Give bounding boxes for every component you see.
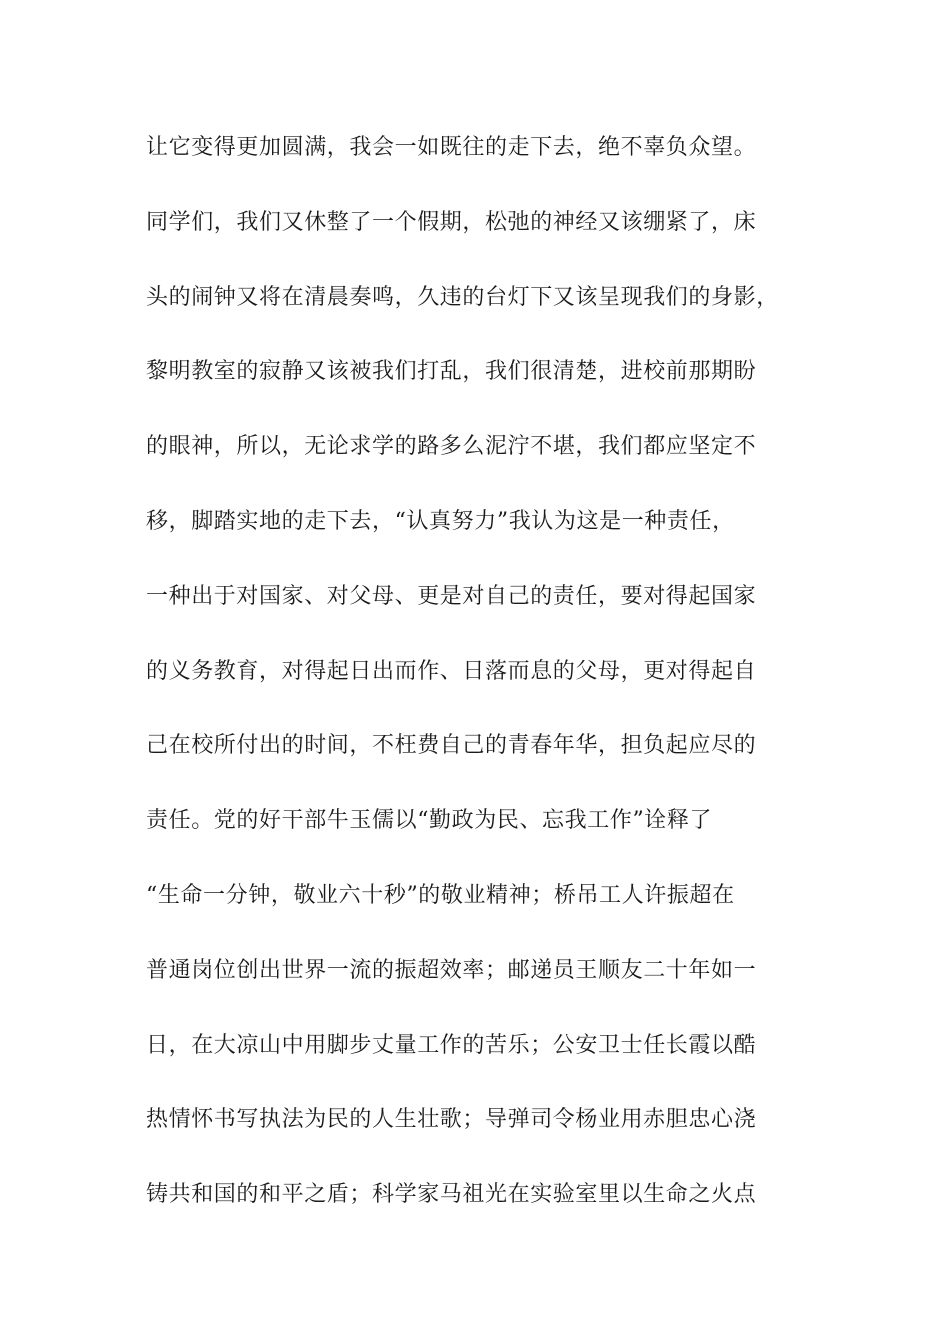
text-line: 铸共和国的和平之盾；科学家马祖光在实验室里以生命之火点 xyxy=(146,1182,757,1208)
text-line: 责任。党的好干部牛玉儒以“勤政为民、忘我工作”诠释了 xyxy=(146,808,713,834)
text-line: 头的闹钟又将在清晨奏鸣，久违的台灯下又该呈现我们的身影， xyxy=(146,284,779,310)
text-line: 同学们，我们又休整了一个假期，松弛的神经又该绷紧了，床 xyxy=(146,209,757,235)
text-line: 的眼神，所以，无论求学的路多么泥泞不堪，我们都应坚定不 xyxy=(146,434,757,460)
body-text xyxy=(146,126,826,1248)
text-line: 普通岗位创出世界一流的振超效率；邮递员王顺友二十年如一 xyxy=(146,957,757,983)
text-line: 的义务教育，对得起日出而作、日落而息的父母，更对得起自 xyxy=(146,658,757,684)
text-line: 日，在大凉山中用脚步丈量工作的苦乐；公安卫士任长霞以酷 xyxy=(146,1032,757,1058)
text-line: 一种出于对国家、对父母、更是对自己的责任，要对得起国家 xyxy=(146,583,757,609)
text-line: 热情怀书写执法为民的人生壮歌；导弹司令杨业用赤胆忠心浇 xyxy=(146,1107,757,1133)
text-line: “生命一分钟，敬业六十秒”的敬业精神；桥吊工人许振超在 xyxy=(146,882,735,908)
text-line: 移，脚踏实地的走下去，“认真努力”我认为这是一种责任， xyxy=(146,508,735,534)
text-line: 让它变得更加圆满，我会一如既往的走下去，绝不辜负众望。 xyxy=(146,135,757,160)
text-line: 黎明教室的寂静又该被我们打乱，我们很清楚，进校前那期盼 xyxy=(146,359,757,385)
text-line: 己在校所付出的时间，不枉费自己的青春年华，担负起应尽的 xyxy=(146,733,757,759)
